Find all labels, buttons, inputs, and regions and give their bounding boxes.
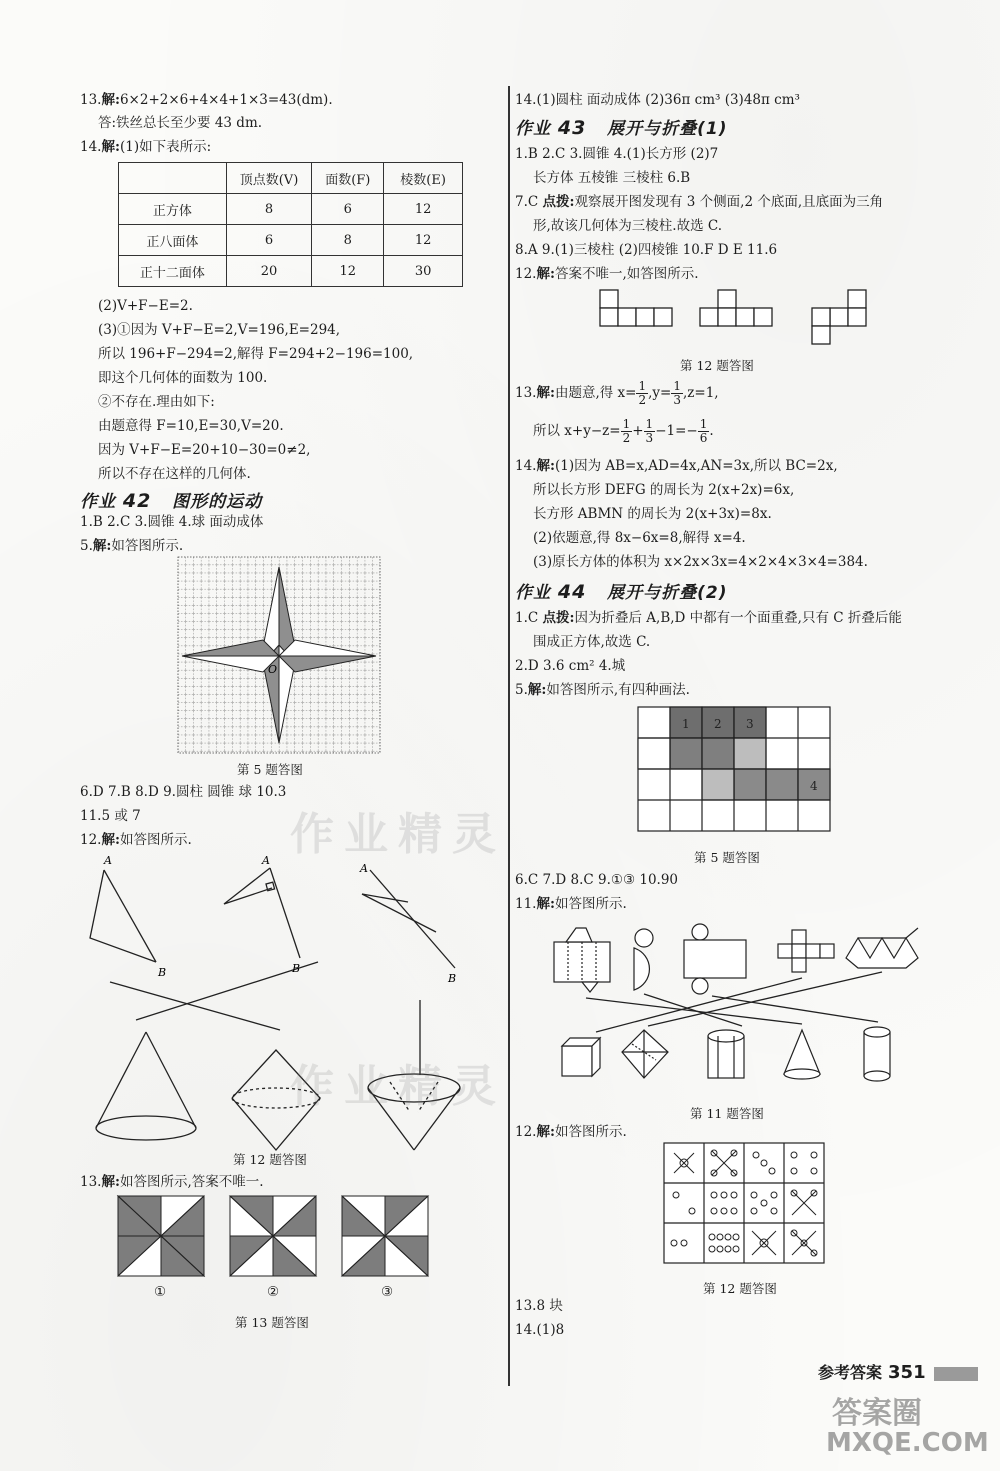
table-cell: 12 — [312, 256, 384, 287]
point-o-label: O — [268, 663, 278, 676]
pattern-squares-figure — [118, 1196, 428, 1286]
fraction: $\frac{1}{3}$ — [673, 379, 681, 407]
watermark-text: 作业精灵 — [290, 1061, 506, 1112]
hw44-line-5: 6.C 7.D 8.C 9.①③ 10.90 — [515, 872, 679, 888]
footer-bar — [934, 1367, 978, 1381]
fraction: $\frac{1}{2}$ — [638, 379, 647, 407]
point-b-label: B — [158, 966, 167, 979]
hw43-14-line-1: 14.解:(1)因为 AB=x,AD=4x,AN=3x,所以 BC=2x, — [515, 458, 838, 474]
hw43-line-6: 12.解:答案不唯一,如答图所示. — [515, 266, 699, 282]
dice-pattern-grid-figure — [664, 1143, 824, 1263]
rotation-star-figure — [178, 557, 380, 753]
figure-13-label-3: ③ — [381, 1284, 394, 1300]
table-header-row — [119, 163, 463, 194]
hw42-line-2: 5.解:如答图所示. — [80, 538, 184, 554]
homework-43-heading: 作业 43 展开与折叠(1) — [515, 117, 728, 139]
table-cell: 12 — [384, 225, 463, 256]
fraction: $\frac{1}{2}$ — [622, 417, 631, 445]
table-cell: 正八面体 — [119, 225, 227, 256]
table-header-cell: 顶点数(V) — [226, 163, 312, 194]
table-row — [119, 256, 463, 287]
point-b-label: B — [448, 972, 457, 985]
hw43-line-3: 7.C 点拨:观察展开图发现有 3 个侧面,2 个底面,且底面为三角 — [515, 194, 884, 210]
table-cell: 6 — [226, 225, 312, 256]
table-cell: 6 — [312, 194, 384, 225]
shaded-grid-figure — [638, 707, 830, 831]
point-a-label: A — [360, 862, 368, 875]
hw42-line-5: 12.解:如答图所示. — [80, 832, 192, 848]
hw42-line-3: 6.D 7.B 8.D 9.圆柱 圆锥 球 10.3 — [80, 784, 287, 800]
q14-line-8: 因为 V+F−E=20+10−30=0≠2, — [98, 442, 311, 458]
answer-key-label: 参考答案 — [818, 1363, 883, 1382]
homework-42-heading: 作业 42 图形的运动 — [80, 490, 263, 512]
watermark-logo: MXQE.COM — [826, 1428, 989, 1458]
figure-13-caption: 第 13 题答图 — [235, 1315, 309, 1330]
hw44-line-7: 12.解:如答图所示. — [515, 1124, 627, 1140]
table-cell: 20 — [226, 256, 312, 287]
grid-number-2: 2 — [714, 717, 722, 731]
table-row — [119, 194, 463, 225]
nets-to-solids-figure — [552, 920, 922, 1100]
figure-12-caption: 第 12 题答图 — [233, 1152, 307, 1167]
watermark-text: 作业精灵 — [290, 809, 506, 860]
point-a-label: A — [262, 854, 270, 867]
point-b-label: B — [292, 962, 301, 975]
page-number: 351 — [888, 1362, 926, 1383]
hw44-line-8: 13.8 块 — [515, 1298, 563, 1314]
q14-line-6: ②不存在.理由如下: — [98, 394, 215, 410]
hw44-line-4: 5.解:如答图所示,有四种画法. — [515, 682, 690, 698]
hw44-line-3: 2.D 3.6 cm² 4.城 — [515, 658, 626, 674]
hw44-line-2: 围成正方体,故选 C. — [533, 634, 651, 650]
vertex-face-edge-table — [118, 162, 463, 287]
hw43-14-line-3: 长方形 ABMN 的周长为 2(x+3x)=8x. — [533, 506, 772, 522]
hw42-line-6: 13.解:如答图所示,答案不唯一. — [80, 1174, 264, 1190]
figure-44-11-caption: 第 11 题答图 — [690, 1106, 764, 1121]
hw43-14-line-5: (3)原长方体的体积为 x×2x×3x=4×2×4×3×4=384. — [533, 554, 868, 570]
hw43-line-1: 1.B 2.C 3.圆锥 4.(1)长方形 (2)7 — [515, 146, 719, 162]
grid-number-1: 1 — [682, 717, 690, 731]
table-cell: 正方体 — [119, 194, 227, 225]
hw44-line-1: 1.C 点拨:因为折叠后 A,B,D 中都有一个面重叠,只有 C 折叠后能 — [515, 610, 902, 626]
page-footer — [818, 1360, 978, 1383]
table-cell: 12 — [384, 194, 463, 225]
table-row — [119, 225, 463, 256]
watermark-logo-cn: 答案圈 — [832, 1396, 922, 1431]
figure-5-caption: 第 5 题答图 — [237, 762, 303, 777]
q14-line-5: 即这个几何体的面数为 100. — [98, 370, 268, 386]
hw43-13-line-2: 所以 x+y−z= $\frac{1}{2}$ + $\frac{1}{3}$ −1=− $\frac{1}{6}$ . — [533, 417, 714, 445]
hw43-line-4: 形,故该几何体为三棱柱.故选 C. — [533, 218, 723, 234]
hw43-line-2: 长方体 五棱锥 三棱柱 6.B — [533, 170, 691, 186]
table-cell: 正十二面体 — [119, 256, 227, 287]
homework-44-heading: 作业 44 展开与折叠(2) — [515, 581, 728, 603]
figure-13-label-1: ① — [154, 1284, 167, 1300]
figure-13-label-2: ② — [267, 1284, 280, 1300]
table-header-cell — [119, 163, 227, 194]
table-header-cell: 棱数(E) — [384, 163, 463, 194]
q13-line: 13.解:6×2+2×6+4×4+1×3=43(dm). — [80, 92, 333, 108]
fraction: $\frac{1}{6}$ — [699, 417, 708, 445]
table-cell: 30 — [384, 256, 463, 287]
figure-44-5-caption: 第 5 题答图 — [694, 850, 760, 865]
hw44-line-6: 11.解:如答图所示. — [515, 896, 627, 912]
q14-line-9: 所以不存在这样的几何体. — [98, 466, 251, 482]
q14-line-4: 所以 196+F−294=2,解得 F=294+2−196=100, — [98, 346, 414, 362]
table-header-cell: 面数(F) — [312, 163, 384, 194]
figure-44-12-caption: 第 12 题答图 — [703, 1281, 777, 1296]
figure-43-12-caption: 第 12 题答图 — [680, 358, 754, 373]
grid-number-4: 4 — [810, 779, 818, 793]
cube-nets-figure — [600, 290, 880, 342]
column-divider — [508, 86, 510, 1386]
hw42-line-4: 11.5 或 7 — [80, 808, 141, 824]
table-cell: 8 — [226, 194, 312, 225]
hw43-line-5: 8.A 9.(1)三棱柱 (2)四棱锥 10.F D E 11.6 — [515, 242, 778, 258]
q14-line: 14.解:(1)如下表所示: — [80, 139, 212, 155]
point-a-label: A — [104, 854, 112, 867]
q14-line-3: (3)①因为 V+F−E=2,V=196,E=294, — [98, 322, 341, 338]
hw43-14-line-4: (2)依题意,得 8x−6x=8,解得 x=4. — [533, 530, 746, 546]
table-cell: 8 — [312, 225, 384, 256]
fraction: $\frac{1}{3}$ — [645, 417, 654, 445]
r14-line: 14.(1)圆柱 面动成体 (2)36π cm³ (3)48π cm³ — [515, 92, 800, 108]
hw43-14-line-2: 所以长方形 DEFG 的周长为 2(x+2x)=6x, — [533, 482, 795, 498]
q13-answer: 答:铁丝总长至少要 43 dm. — [98, 115, 263, 131]
grid-number-3: 3 — [746, 717, 754, 731]
q14-line-7: 由题意得 F=10,E=30,V=20. — [98, 418, 284, 434]
hw43-13-line-1: 13.解:由题意,得 x= $\frac{1}{2}$ ,y= $\frac{1}{3}$ ,z=1, — [515, 379, 719, 407]
q14-line-2: (2)V+F−E=2. — [98, 298, 193, 314]
hw44-line-9: 14.(1)8 — [515, 1322, 565, 1338]
hw42-line-1: 1.B 2.C 3.圆锥 4.球 面动成体 — [80, 514, 264, 530]
